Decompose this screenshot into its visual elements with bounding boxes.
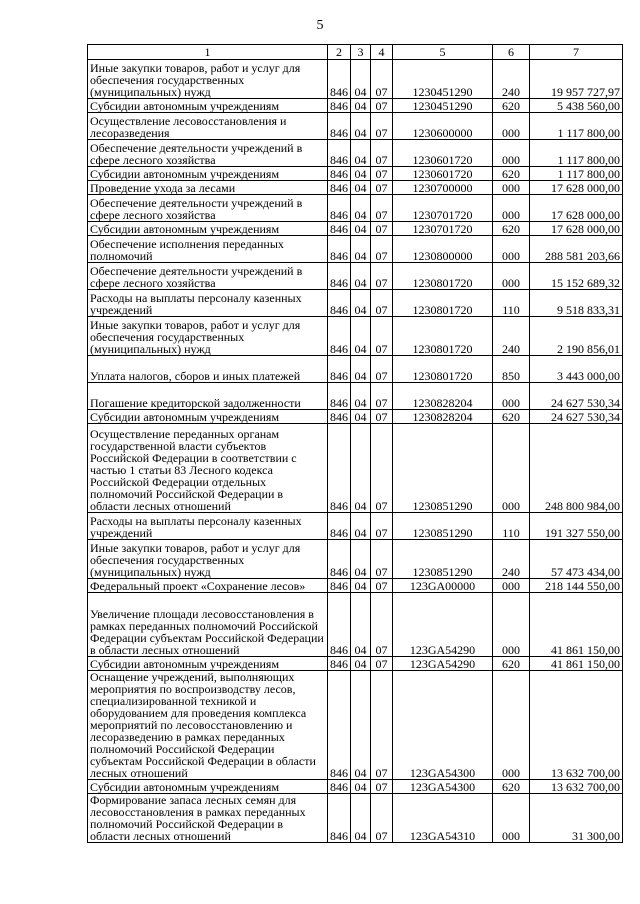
- row-vr: 110: [493, 513, 530, 540]
- row-pr: 07: [371, 99, 393, 113]
- row-csr: 1230601720: [393, 140, 493, 167]
- row-grbs: 846: [328, 113, 351, 140]
- row-name: Оснащение учреждений, выполняющих мероприятия по воспроизводству лесов, специализированной техникой и оборудованием для проведения комплекса мероприятий по лесовосстановлению и лесоразведению в рамках переданных полномочий Российской Федерации субъектам Российской Федерации в области лесных отношений: [88, 671, 328, 780]
- row-csr: 123GA54290: [393, 593, 493, 657]
- row-pr: 07: [371, 140, 393, 167]
- header-name: 1: [88, 45, 328, 60]
- row-pr: 07: [371, 513, 393, 540]
- row-rz: 04: [351, 383, 371, 410]
- table-row: [88, 424, 623, 513]
- row-grbs: 846: [328, 263, 351, 290]
- header-vr: 6: [493, 45, 530, 60]
- row-sum: 1 117 800,00: [530, 167, 623, 181]
- row-grbs: 846: [328, 671, 351, 780]
- row-csr: 1230801720: [393, 290, 493, 317]
- row-rz: 04: [351, 593, 371, 657]
- row-csr: 1230701720: [393, 222, 493, 236]
- row-pr: 07: [371, 579, 393, 593]
- row-name: Субсидии автономным учреждениям: [88, 780, 328, 794]
- row-pr: 07: [371, 424, 393, 513]
- row-csr: 1230851290: [393, 513, 493, 540]
- row-name: Субсидии автономным учреждениям: [88, 410, 328, 424]
- row-grbs: 846: [328, 593, 351, 657]
- row-csr: 1230800000: [393, 236, 493, 263]
- row-grbs: 846: [328, 410, 351, 424]
- row-vr: 000: [493, 195, 530, 222]
- row-sum: 288 581 203,66: [530, 236, 623, 263]
- row-name: Расходы на выплаты персоналу казенных учреждений: [88, 513, 328, 540]
- row-rz: 04: [351, 671, 371, 780]
- row-rz: 04: [351, 181, 371, 195]
- row-grbs: 846: [328, 99, 351, 113]
- row-csr: 1230801720: [393, 263, 493, 290]
- row-vr: 620: [493, 410, 530, 424]
- row-name: Формирование запаса лесных семян для лесовосстановления в рамках переданных полномочий Российской Федерации в области лесных отношений: [88, 794, 328, 843]
- row-rz: 04: [351, 140, 371, 167]
- row-csr: 1230851290: [393, 424, 493, 513]
- budget-table: [87, 44, 623, 843]
- row-pr: 07: [371, 593, 393, 657]
- row-grbs: 846: [328, 540, 351, 579]
- row-name: Субсидии автономным учреждениям: [88, 167, 328, 181]
- row-grbs: 846: [328, 236, 351, 263]
- row-pr: 07: [371, 540, 393, 579]
- row-name: Обеспечение деятельности учреждений в сфере лесного хозяйства: [88, 140, 328, 167]
- row-vr: 620: [493, 780, 530, 794]
- row-vr: 000: [493, 794, 530, 843]
- table-row: [88, 383, 623, 410]
- row-pr: 07: [371, 794, 393, 843]
- row-csr: 1230600000: [393, 113, 493, 140]
- row-vr: 000: [493, 424, 530, 513]
- row-vr: 240: [493, 317, 530, 356]
- table-row: [88, 356, 623, 383]
- row-rz: 04: [351, 113, 371, 140]
- row-vr: 240: [493, 540, 530, 579]
- row-sum: 5 438 560,00: [530, 99, 623, 113]
- row-sum: 248 800 984,00: [530, 424, 623, 513]
- row-name: Проведение ухода за лесами: [88, 181, 328, 195]
- row-grbs: 846: [328, 60, 351, 99]
- row-grbs: 846: [328, 140, 351, 167]
- row-rz: 04: [351, 424, 371, 513]
- row-sum: 9 518 833,31: [530, 290, 623, 317]
- row-sum: 191 327 550,00: [530, 513, 623, 540]
- table-header-row: [88, 45, 623, 60]
- row-grbs: 846: [328, 794, 351, 843]
- row-csr: 1230451290: [393, 99, 493, 113]
- row-name: Погашение кредиторской задолженности: [88, 383, 328, 410]
- row-vr: 850: [493, 356, 530, 383]
- row-rz: 04: [351, 794, 371, 843]
- row-pr: 07: [371, 317, 393, 356]
- row-name: Субсидии автономным учреждениям: [88, 222, 328, 236]
- table-row: [88, 671, 623, 780]
- table-row: [88, 513, 623, 540]
- row-vr: 620: [493, 167, 530, 181]
- row-rz: 04: [351, 579, 371, 593]
- row-grbs: 846: [328, 222, 351, 236]
- table-row: [88, 657, 623, 671]
- row-name: Обеспечение деятельности учреждений в сфере лесного хозяйства: [88, 195, 328, 222]
- header-pr: 4: [371, 45, 393, 60]
- row-vr: 000: [493, 579, 530, 593]
- row-rz: 04: [351, 410, 371, 424]
- row-grbs: 846: [328, 290, 351, 317]
- row-pr: 07: [371, 167, 393, 181]
- row-sum: 41 861 150,00: [530, 593, 623, 657]
- row-sum: 3 443 000,00: [530, 356, 623, 383]
- row-name: Обеспечение деятельности учреждений в сфере лесного хозяйства: [88, 263, 328, 290]
- row-csr: 1230701720: [393, 195, 493, 222]
- table-row: [88, 263, 623, 290]
- row-csr: 123GA54300: [393, 780, 493, 794]
- table-row: [88, 195, 623, 222]
- row-name: Иные закупки товаров, работ и услуг для обеспечения государственных (муниципальных) нужд: [88, 60, 328, 99]
- row-pr: 07: [371, 410, 393, 424]
- row-vr: 000: [493, 671, 530, 780]
- row-sum: 17 628 000,00: [530, 222, 623, 236]
- row-grbs: 846: [328, 657, 351, 671]
- row-rz: 04: [351, 356, 371, 383]
- row-sum: 13 632 700,00: [530, 671, 623, 780]
- row-name: Иные закупки товаров, работ и услуг для обеспечения государственных (муниципальных) нужд: [88, 317, 328, 356]
- row-pr: 07: [371, 222, 393, 236]
- table-row: [88, 290, 623, 317]
- table-row: [88, 540, 623, 579]
- row-vr: 000: [493, 263, 530, 290]
- row-rz: 04: [351, 657, 371, 671]
- row-vr: 620: [493, 99, 530, 113]
- row-vr: 000: [493, 181, 530, 195]
- row-csr: 123GA00000: [393, 579, 493, 593]
- table-row: [88, 113, 623, 140]
- row-sum: 218 144 550,00: [530, 579, 623, 593]
- row-grbs: 846: [328, 780, 351, 794]
- table-row: [88, 222, 623, 236]
- table-row: [88, 181, 623, 195]
- row-grbs: 846: [328, 579, 351, 593]
- row-rz: 04: [351, 236, 371, 263]
- table-row: [88, 99, 623, 113]
- row-csr: 1230801720: [393, 356, 493, 383]
- row-sum: 1 117 800,00: [530, 113, 623, 140]
- row-pr: 07: [371, 780, 393, 794]
- row-rz: 04: [351, 167, 371, 181]
- table-row: [88, 60, 623, 99]
- row-csr: 1230828204: [393, 383, 493, 410]
- row-sum: 19 957 727,97: [530, 60, 623, 99]
- header-rz: 3: [351, 45, 371, 60]
- row-grbs: 846: [328, 513, 351, 540]
- row-rz: 04: [351, 263, 371, 290]
- table-row: [88, 579, 623, 593]
- row-sum: 2 190 856,01: [530, 317, 623, 356]
- row-csr: 1230700000: [393, 181, 493, 195]
- table-row: [88, 593, 623, 657]
- row-vr: 000: [493, 140, 530, 167]
- row-vr: 000: [493, 383, 530, 410]
- row-sum: 15 152 689,32: [530, 263, 623, 290]
- row-sum: 24 627 530,34: [530, 410, 623, 424]
- row-sum: 24 627 530,34: [530, 383, 623, 410]
- row-csr: 123GA54310: [393, 794, 493, 843]
- row-rz: 04: [351, 222, 371, 236]
- row-csr: 123GA54290: [393, 657, 493, 671]
- table-row: [88, 236, 623, 263]
- row-grbs: 846: [328, 424, 351, 513]
- row-grbs: 846: [328, 167, 351, 181]
- header-grbs: 2: [328, 45, 351, 60]
- row-grbs: 846: [328, 181, 351, 195]
- header-sum: 7: [530, 45, 623, 60]
- row-sum: 17 628 000,00: [530, 181, 623, 195]
- row-rz: 04: [351, 780, 371, 794]
- table-row: [88, 410, 623, 424]
- row-grbs: 846: [328, 383, 351, 410]
- row-rz: 04: [351, 195, 371, 222]
- row-csr: 1230451290: [393, 60, 493, 99]
- page-number: 5: [316, 18, 324, 33]
- row-rz: 04: [351, 317, 371, 356]
- row-rz: 04: [351, 290, 371, 317]
- row-rz: 04: [351, 60, 371, 99]
- row-sum: 13 632 700,00: [530, 780, 623, 794]
- row-sum: 41 861 150,00: [530, 657, 623, 671]
- row-sum: 1 117 800,00: [530, 140, 623, 167]
- row-pr: 07: [371, 195, 393, 222]
- row-rz: 04: [351, 540, 371, 579]
- row-pr: 07: [371, 263, 393, 290]
- row-pr: 07: [371, 356, 393, 383]
- row-rz: 04: [351, 513, 371, 540]
- row-sum: 31 300,00: [530, 794, 623, 843]
- row-vr: 000: [493, 593, 530, 657]
- row-name: Увеличение площади лесовосстановления в рамках переданных полномочий Российской Федерации субъектам Российской Федерации в области лесных отношений: [88, 593, 328, 657]
- row-pr: 07: [371, 671, 393, 780]
- table-row: [88, 794, 623, 843]
- row-name: Осуществление переданных органам государственной власти субъектов Российской Федерации в соответствии с частью 1 статьи 83 Лесного кодекса Российской Федерации отдельных полномочий Российской Федерации в области лесных отношений: [88, 424, 328, 513]
- row-name: Федеральный проект «Сохранение лесов»: [88, 579, 328, 593]
- row-pr: 07: [371, 60, 393, 99]
- table-row: [88, 317, 623, 356]
- row-vr: 240: [493, 60, 530, 99]
- row-csr: 1230851290: [393, 540, 493, 579]
- row-pr: 07: [371, 290, 393, 317]
- row-name: Субсидии автономным учреждениям: [88, 657, 328, 671]
- row-name: Субсидии автономным учреждениям: [88, 99, 328, 113]
- row-pr: 07: [371, 657, 393, 671]
- table-row: [88, 780, 623, 794]
- row-pr: 07: [371, 236, 393, 263]
- row-name: Расходы на выплаты персоналу казенных учреждений: [88, 290, 328, 317]
- row-grbs: 846: [328, 195, 351, 222]
- row-rz: 04: [351, 99, 371, 113]
- row-grbs: 846: [328, 317, 351, 356]
- header-csr: 5: [393, 45, 493, 60]
- row-name: Обеспечение исполнения переданных полномочий: [88, 236, 328, 263]
- row-vr: 000: [493, 236, 530, 263]
- row-name: Осуществление лесовосстановления и лесоразведения: [88, 113, 328, 140]
- row-pr: 07: [371, 383, 393, 410]
- row-vr: 000: [493, 113, 530, 140]
- row-vr: 110: [493, 290, 530, 317]
- row-csr: 1230801720: [393, 317, 493, 356]
- row-pr: 07: [371, 113, 393, 140]
- row-vr: 620: [493, 657, 530, 671]
- row-csr: 1230828204: [393, 410, 493, 424]
- row-csr: 1230601720: [393, 167, 493, 181]
- row-grbs: 846: [328, 356, 351, 383]
- row-vr: 620: [493, 222, 530, 236]
- row-sum: 57 473 434,00: [530, 540, 623, 579]
- row-name: Уплата налогов, сборов и иных платежей: [88, 356, 328, 383]
- table-row: [88, 140, 623, 167]
- row-name: Иные закупки товаров, работ и услуг для обеспечения государственных (муниципальных) нужд: [88, 540, 328, 579]
- row-sum: 17 628 000,00: [530, 195, 623, 222]
- table-row: [88, 167, 623, 181]
- row-pr: 07: [371, 181, 393, 195]
- row-csr: 123GA54300: [393, 671, 493, 780]
